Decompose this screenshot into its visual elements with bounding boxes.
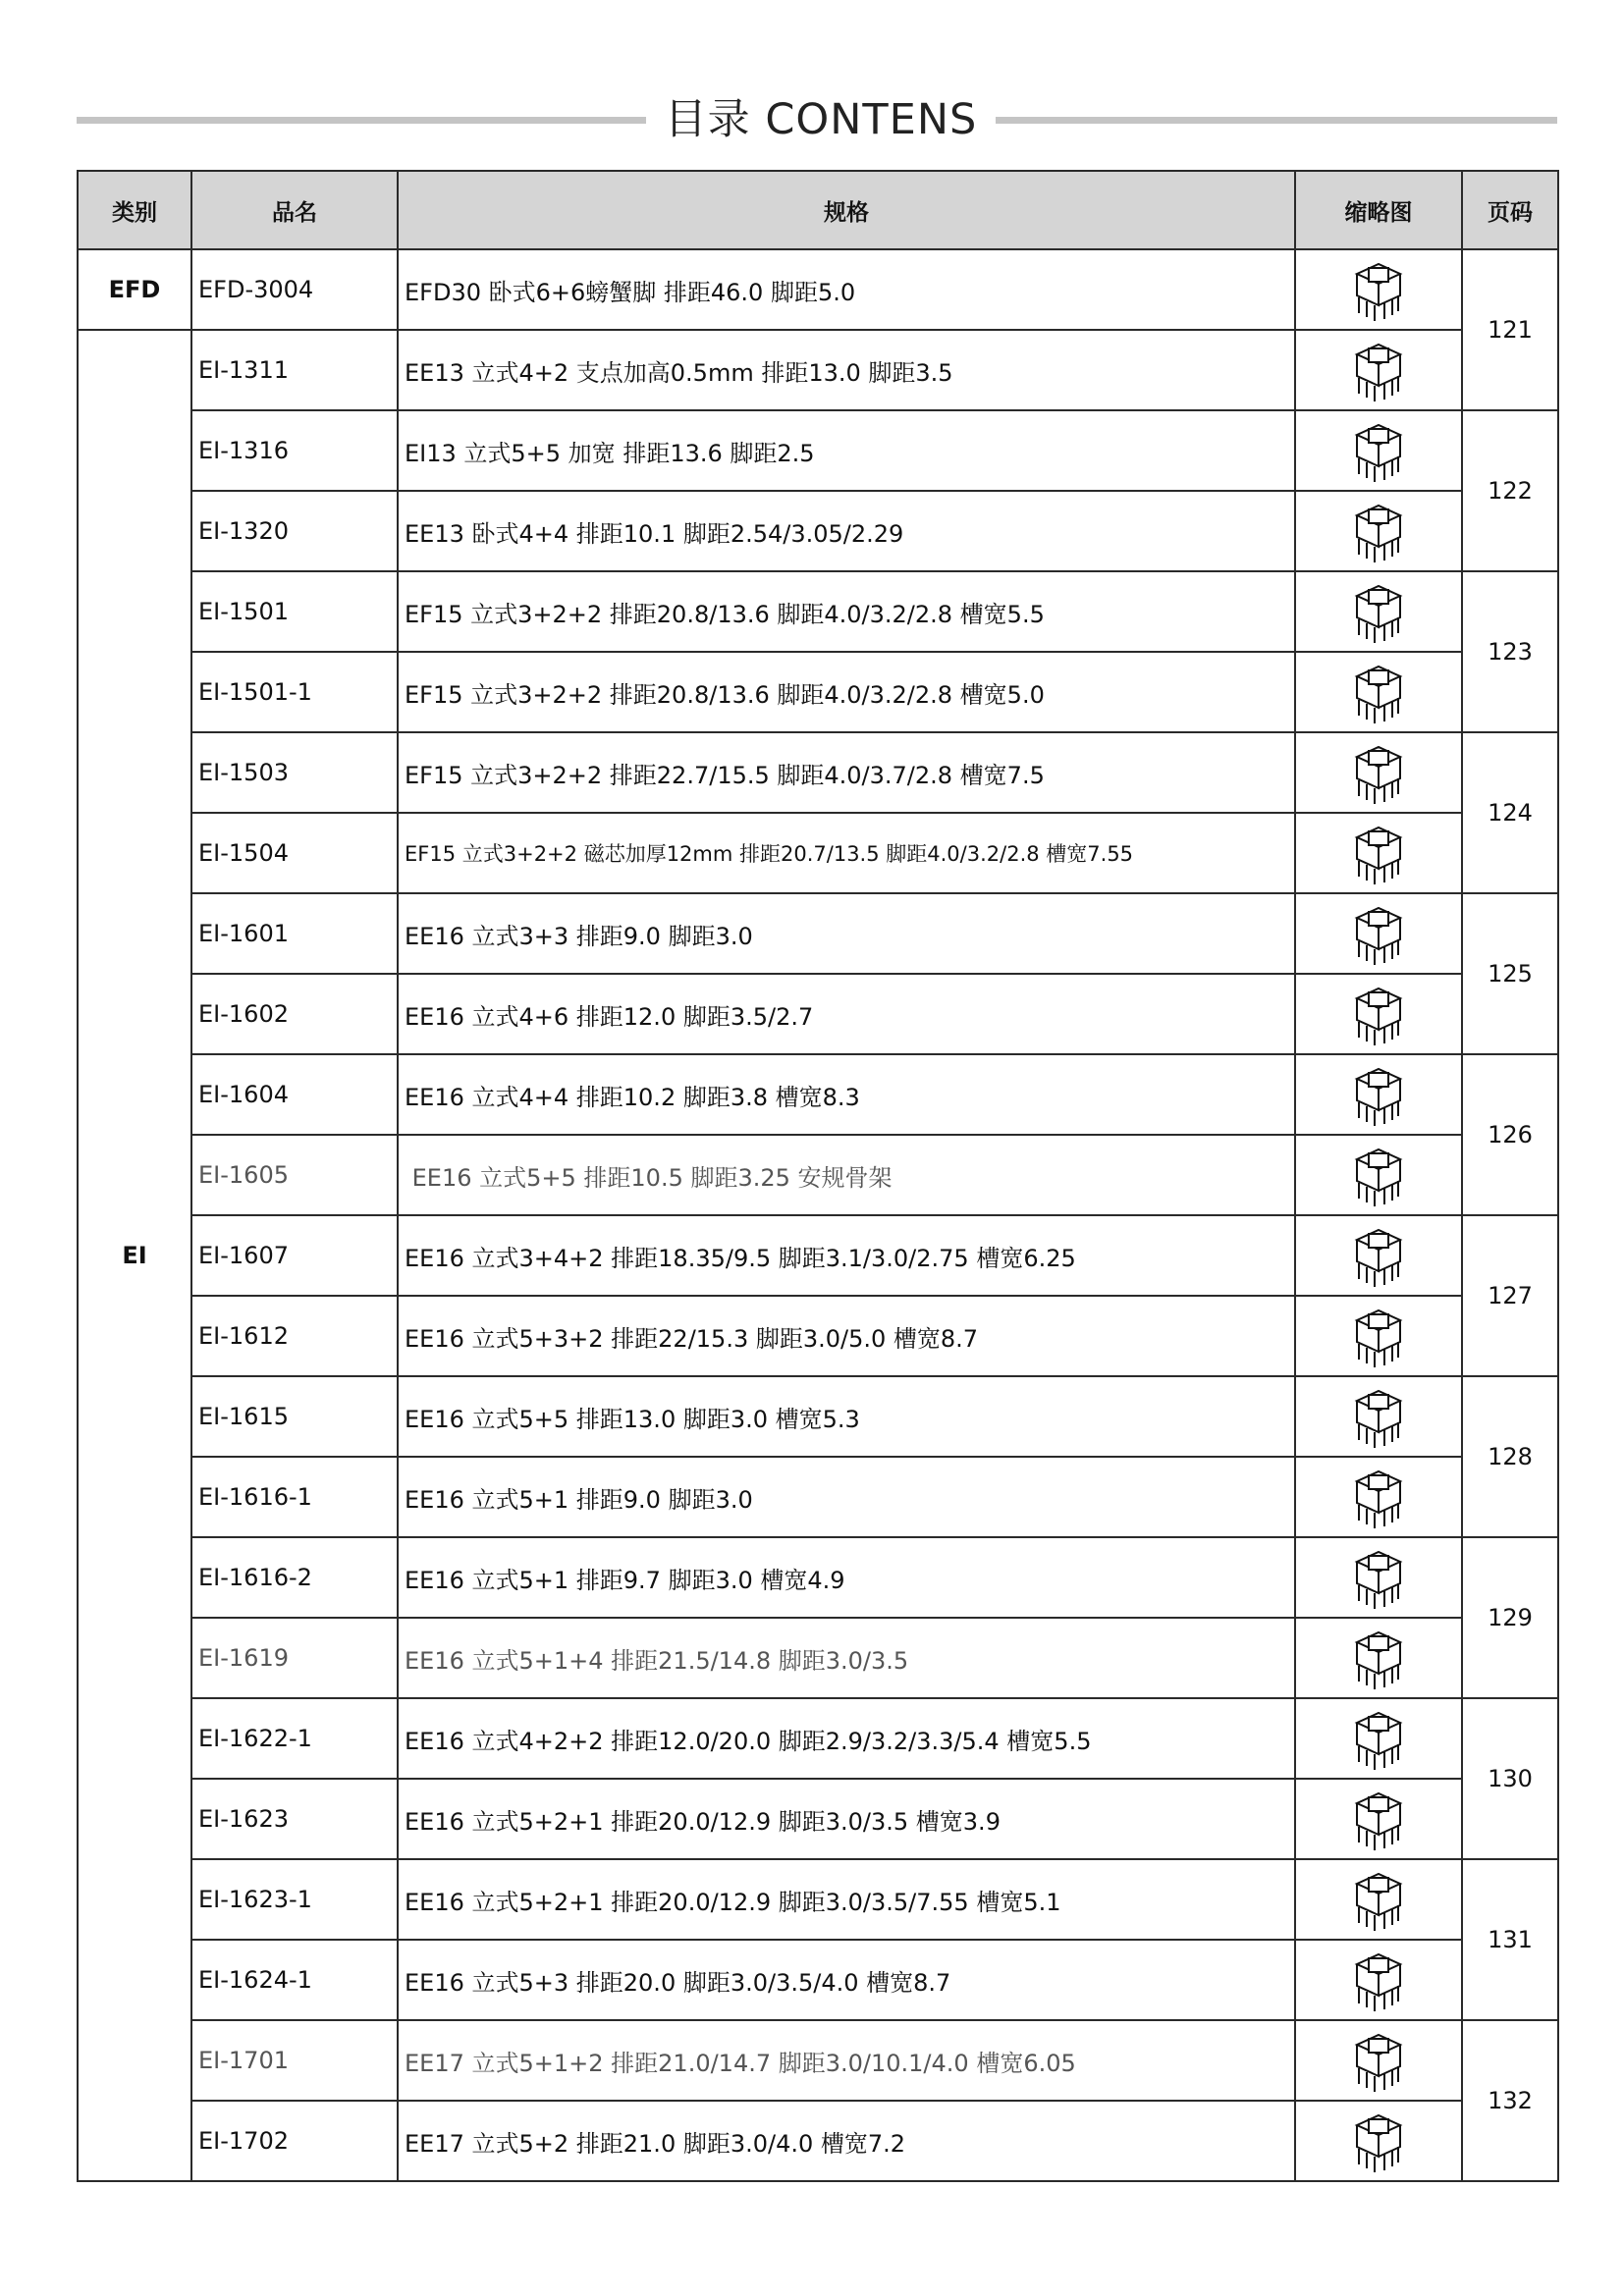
product-spec: EF15 立式3+2+2 排距20.8/13.6 脚距4.0/3.2/2.8 槽宽5.0: [398, 652, 1295, 732]
page-number: 130: [1462, 1698, 1558, 1859]
bobbin-thumbnail: [1295, 1940, 1462, 2020]
product-spec: EE16 立式5+1 排距9.7 脚距3.0 槽宽4.9: [398, 1537, 1295, 1618]
bobbin-thumbnail: [1295, 1457, 1462, 1537]
product-code: EI-1503: [191, 732, 398, 813]
header-page: 页码: [1462, 171, 1558, 249]
product-spec: EE13 卧式4+4 排距10.1 脚距2.54/3.05/2.29: [398, 491, 1295, 571]
header-category: 类别: [78, 171, 191, 249]
table-row: [78, 893, 1558, 974]
product-code: EI-1623-1: [191, 1859, 398, 1940]
bobbin-thumbnail: [1295, 410, 1462, 491]
product-spec: EE16 立式4+6 排距12.0 脚距3.5/2.7: [398, 974, 1295, 1054]
table-row: [78, 1698, 1558, 1779]
bobbin-thumbnail: [1295, 2020, 1462, 2101]
product-code: EI-1320: [191, 491, 398, 571]
table-row: [78, 1296, 1558, 1376]
table-row: [78, 330, 1558, 410]
product-spec: EE16 立式3+3 排距9.0 脚距3.0: [398, 893, 1295, 974]
product-spec: EI13 立式5+5 加宽 排距13.6 脚距2.5: [398, 410, 1295, 491]
bobbin-thumbnail: [1295, 1054, 1462, 1135]
bobbin-thumbnail: [1295, 249, 1462, 330]
bobbin-thumbnail: [1295, 2101, 1462, 2181]
product-code: EI-1316: [191, 410, 398, 491]
bobbin-thumbnail: [1295, 1698, 1462, 1779]
bobbin-thumbnail: [1295, 1376, 1462, 1457]
table-row: [78, 571, 1558, 652]
table-row: [78, 813, 1558, 893]
product-spec: EF15 立式3+2+2 排距22.7/15.5 脚距4.0/3.7/2.8 槽宽7.5: [398, 732, 1295, 813]
bobbin-thumbnail: [1295, 330, 1462, 410]
product-code: EI-1605: [191, 1135, 398, 1215]
product-spec: EE16 立式5+2+1 排距20.0/12.9 脚距3.0/3.5 槽宽3.9: [398, 1779, 1295, 1859]
table-row: [78, 732, 1558, 813]
table-row: [78, 1779, 1558, 1859]
category-cell-efd: EFD: [78, 249, 191, 330]
product-spec: EE16 立式5+5 排距13.0 脚距3.0 槽宽5.3: [398, 1376, 1295, 1457]
product-spec: EE16 立式5+3 排距20.0 脚距3.0/3.5/4.0 槽宽8.7: [398, 1940, 1295, 2020]
product-spec: EE16 立式5+1+4 排距21.5/14.8 脚距3.0/3.5: [398, 1618, 1295, 1698]
product-code: EI-1619: [191, 1618, 398, 1698]
table-row: [78, 1135, 1558, 1215]
bobbin-thumbnail: [1295, 1618, 1462, 1698]
product-code: EI-1702: [191, 2101, 398, 2181]
product-code: EI-1501: [191, 571, 398, 652]
page-number: 121: [1462, 249, 1558, 410]
header-spec: 规格: [398, 171, 1295, 249]
header-name: 品名: [191, 171, 398, 249]
table-row: [78, 491, 1558, 571]
bobbin-thumbnail: [1295, 1135, 1462, 1215]
product-spec: EE16 立式5+3+2 排距22/15.3 脚距3.0/5.0 槽宽8.7: [398, 1296, 1295, 1376]
product-spec: EE16 立式4+2+2 排距12.0/20.0 脚距2.9/3.2/3.3/5.4 槽宽5.5: [398, 1698, 1295, 1779]
bobbin-thumbnail: [1295, 652, 1462, 732]
bobbin-thumbnail: [1295, 974, 1462, 1054]
bobbin-thumbnail: [1295, 491, 1462, 571]
catalog-table: [77, 170, 1559, 2182]
product-code: EI-1602: [191, 974, 398, 1054]
bobbin-thumbnail: [1295, 1296, 1462, 1376]
product-code: EI-1501-1: [191, 652, 398, 732]
product-spec: EFD30 卧式6+6螃蟹脚 排距46.0 脚距5.0: [398, 249, 1295, 330]
bobbin-thumbnail: [1295, 893, 1462, 974]
table-row: [78, 974, 1558, 1054]
product-spec: EF15 立式3+2+2 排距20.8/13.6 脚距4.0/3.2/2.8 槽宽5.5: [398, 571, 1295, 652]
title-rule-right: [996, 117, 1557, 124]
product-code: EI-1504: [191, 813, 398, 893]
product-spec: EE16 立式4+4 排距10.2 脚距3.8 槽宽8.3: [398, 1054, 1295, 1135]
page-number: 129: [1462, 1537, 1558, 1698]
product-code: EI-1612: [191, 1296, 398, 1376]
product-code: EI-1615: [191, 1376, 398, 1457]
page-number: 124: [1462, 732, 1558, 893]
title-rule-left: [77, 117, 646, 124]
product-code: EI-1311: [191, 330, 398, 410]
page-number: 125: [1462, 893, 1558, 1054]
table-row: [78, 652, 1558, 732]
product-code: EI-1624-1: [191, 1940, 398, 2020]
table-row: [78, 249, 1558, 330]
table-row: [78, 1054, 1558, 1135]
product-spec: EF15 立式3+2+2 磁芯加厚12mm 排距20.7/13.5 脚距4.0/3.2/2.8 槽宽7.55: [398, 813, 1295, 893]
page-number: 126: [1462, 1054, 1558, 1215]
table-row: [78, 1215, 1558, 1296]
product-code: EI-1616-2: [191, 1537, 398, 1618]
table-row: [78, 2020, 1558, 2101]
product-code: EI-1607: [191, 1215, 398, 1296]
bobbin-thumbnail: [1295, 813, 1462, 893]
product-code: EI-1701: [191, 2020, 398, 2101]
page-number: 132: [1462, 2020, 1558, 2181]
bobbin-thumbnail: [1295, 1537, 1462, 1618]
header-thumbnail: 缩略图: [1295, 171, 1462, 249]
table-row: [78, 1457, 1558, 1537]
product-spec: EE13 立式4+2 支点加高0.5mm 排距13.0 脚距3.5: [398, 330, 1295, 410]
bobbin-thumbnail: [1295, 571, 1462, 652]
table-row: [78, 1537, 1558, 1618]
product-spec: EE16 立式3+4+2 排距18.35/9.5 脚距3.1/3.0/2.75 槽宽6.25: [398, 1215, 1295, 1296]
table-row: [78, 1376, 1558, 1457]
product-code: EI-1616-1: [191, 1457, 398, 1537]
table-header-row: [78, 171, 1558, 249]
table-row: [78, 2101, 1558, 2181]
page-number: 123: [1462, 571, 1558, 732]
product-code: EFD-3004: [191, 249, 398, 330]
page-title: 目录 CONTENS: [664, 95, 978, 144]
product-code: EI-1622-1: [191, 1698, 398, 1779]
product-spec: EE17 立式5+2 排距21.0 脚距3.0/4.0 槽宽7.2: [398, 2101, 1295, 2181]
product-spec: EE17 立式5+1+2 排距21.0/14.7 脚距3.0/10.1/4.0 槽宽6.05: [398, 2020, 1295, 2101]
product-code: EI-1601: [191, 893, 398, 974]
bobbin-thumbnail: [1295, 1215, 1462, 1296]
category-cell-ei: EI: [78, 330, 191, 2181]
bobbin-thumbnail: [1295, 1859, 1462, 1940]
page-number: 131: [1462, 1859, 1558, 2020]
product-spec: EE16 立式5+5 排距10.5 脚距3.25 安规骨架: [398, 1135, 1295, 1215]
bobbin-thumbnail: [1295, 732, 1462, 813]
table-row: [78, 1940, 1558, 2020]
table-row: [78, 1618, 1558, 1698]
page-number: 127: [1462, 1215, 1558, 1376]
table-row: [78, 1859, 1558, 1940]
product-code: EI-1604: [191, 1054, 398, 1135]
product-spec: EE16 立式5+2+1 排距20.0/12.9 脚距3.0/3.5/7.55 槽宽5.1: [398, 1859, 1295, 1940]
bobbin-thumbnail: [1295, 1779, 1462, 1859]
title-bar: [77, 90, 1557, 149]
table-row: [78, 410, 1558, 491]
product-code: EI-1623: [191, 1779, 398, 1859]
page-number: 122: [1462, 410, 1558, 571]
page-number: 128: [1462, 1376, 1558, 1537]
product-spec: EE16 立式5+1 排距9.0 脚距3.0: [398, 1457, 1295, 1537]
